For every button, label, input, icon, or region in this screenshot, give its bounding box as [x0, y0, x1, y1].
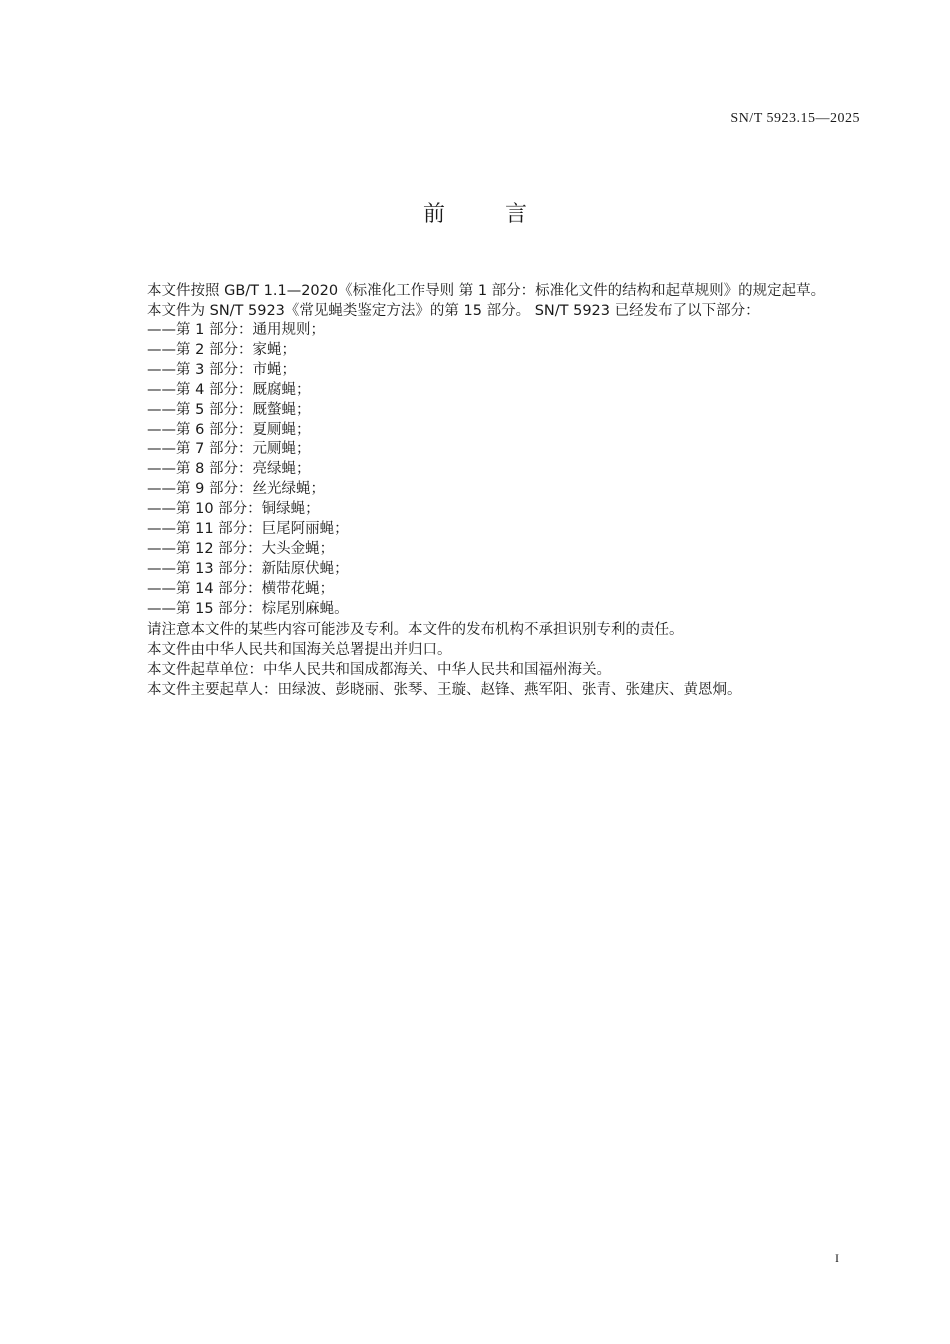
list-item: ——第 11 部分：巨尾阿丽蝇； [147, 521, 349, 538]
proposer-paragraph: 本文件由中华人民共和国海关总署提出并归口。 [147, 641, 452, 658]
list-item: ——第 12 部分：大头金蝇； [147, 540, 335, 557]
list-item: ——第 7 部分：元厕蝇； [147, 441, 311, 458]
drafters-paragraph: 本文件主要起草人：田绿波、彭晓丽、张琴、王璇、赵锋、燕军阳、张青、张建庆、黄恩炯。 [147, 681, 742, 698]
list-item: ——第 2 部分：家蝇； [147, 341, 296, 358]
drafting-basis-paragraph: 本文件按照 GB/T 1.1—2020《标准化工作导则 第 1 部分：标准化文件的结构和起草规则》的规定起草。 [147, 283, 826, 299]
list-item: ——第 15 部分：棕尾别麻蝇。 [147, 600, 349, 617]
patent-notice-paragraph: 请注意本文件的某些内容可能涉及专利。本文件的发布机构不承担识别专利的责任。 [147, 621, 684, 638]
list-item: ——第 6 部分：夏厕蝇； [147, 421, 311, 438]
list-item: ——第 14 部分：横带花蝇； [147, 580, 335, 597]
drafting-units-paragraph: 本文件起草单位：中华人民共和国成都海关、中华人民共和国福州海关。 [147, 661, 611, 678]
list-item: ——第 3 部分：市蝇； [147, 361, 296, 378]
list-item: ——第 8 部分：亮绿蝇； [147, 461, 311, 478]
list-item: ——第 13 部分：新陆原伏蝇； [147, 560, 349, 577]
foreword-body [113, 281, 859, 700]
list-item: ——第 5 部分：厩螫蝇； [147, 401, 311, 418]
list-item: ——第 9 部分：丝光绿蝇； [147, 481, 325, 498]
list-item: ——第 10 部分：铜绿蝇； [147, 501, 320, 518]
list-item: ——第 4 部分：厩腐蝇； [147, 381, 311, 398]
page-number: I [835, 1251, 839, 1265]
series-intro-paragraph: 本文件为 SN/T 5923《常见蝇类鉴定方法》的第 15 部分。 SN/T 5923 已经发布了以下部分： [147, 303, 760, 319]
published-parts-list [113, 321, 859, 620]
page-title: 前言 [422, 202, 587, 227]
document-code: SN/T 5923.15—2025 [730, 111, 860, 126]
list-item: ——第 1 部分：通用规则； [147, 322, 325, 338]
